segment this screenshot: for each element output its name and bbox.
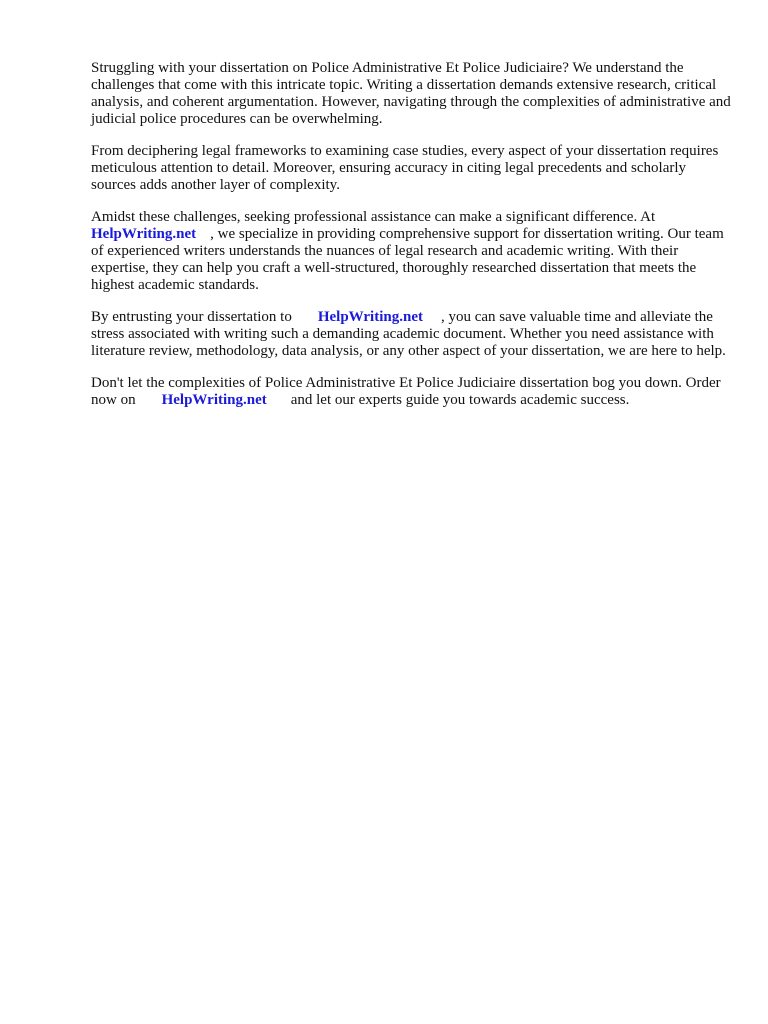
- paragraph-intro: [91, 60, 731, 128]
- paragraph-challenges-text: From deciphering legal frameworks to examining case studies, every aspect of your dissertation requires meticulous attention to detail. Moreover, ensuring accuracy in citing legal precedents and scholarly sources adds another layer of complexity.: [91, 143, 719, 193]
- document-body: [91, 60, 731, 424]
- paragraph-call-to-action: [91, 375, 731, 409]
- helpwriting-link-3[interactable]: HelpWriting.net: [161, 392, 267, 408]
- paragraph-entrusting: [91, 309, 731, 360]
- paragraph-cta-text-after: and let our experts guide you towards academic success.: [290, 392, 630, 408]
- paragraph-challenges: [91, 143, 731, 194]
- paragraph-assistance-text-before: Amidst these challenges, seeking professional assistance can make a significant difference. At: [91, 209, 656, 225]
- paragraph-assistance: [91, 209, 731, 294]
- helpwriting-link-2[interactable]: HelpWriting.net: [317, 309, 423, 325]
- paragraph-entrusting-text-before: By entrusting your dissertation to: [91, 309, 292, 325]
- paragraph-entrusting-text-after: , you can save valuable time and alleviate the stress associated with writing such a demanding academic document. Whether you need assistance with literature review, methodology, data analysis, or any other aspect of your dissertation, we are here to help.: [91, 309, 726, 359]
- paragraph-assistance-text-after: , we specialize in providing comprehensive support for dissertation writing. Our team of experienced writers understands the nuances of legal research and academic writing. With their expertise, they can help you craft a well-structured, thoroughly researched dissertation that meets the highest academic standards.: [91, 226, 724, 293]
- paragraph-cta-text-before: Don't let the complexities of Police Administrative Et Police Judiciaire dissertation bog you down. Order now on: [91, 375, 721, 408]
- helpwriting-link-1[interactable]: HelpWriting.net: [91, 226, 197, 242]
- paragraph-intro-text: Struggling with your dissertation on Police Administrative Et Police Judiciaire? We understand the challenges that come with this intricate topic. Writing a dissertation demands extensive research, critical analysis, and coherent argumentation. However, navigating through the complexities of administrative and judicial police procedures can be overwhelming.: [91, 60, 731, 127]
